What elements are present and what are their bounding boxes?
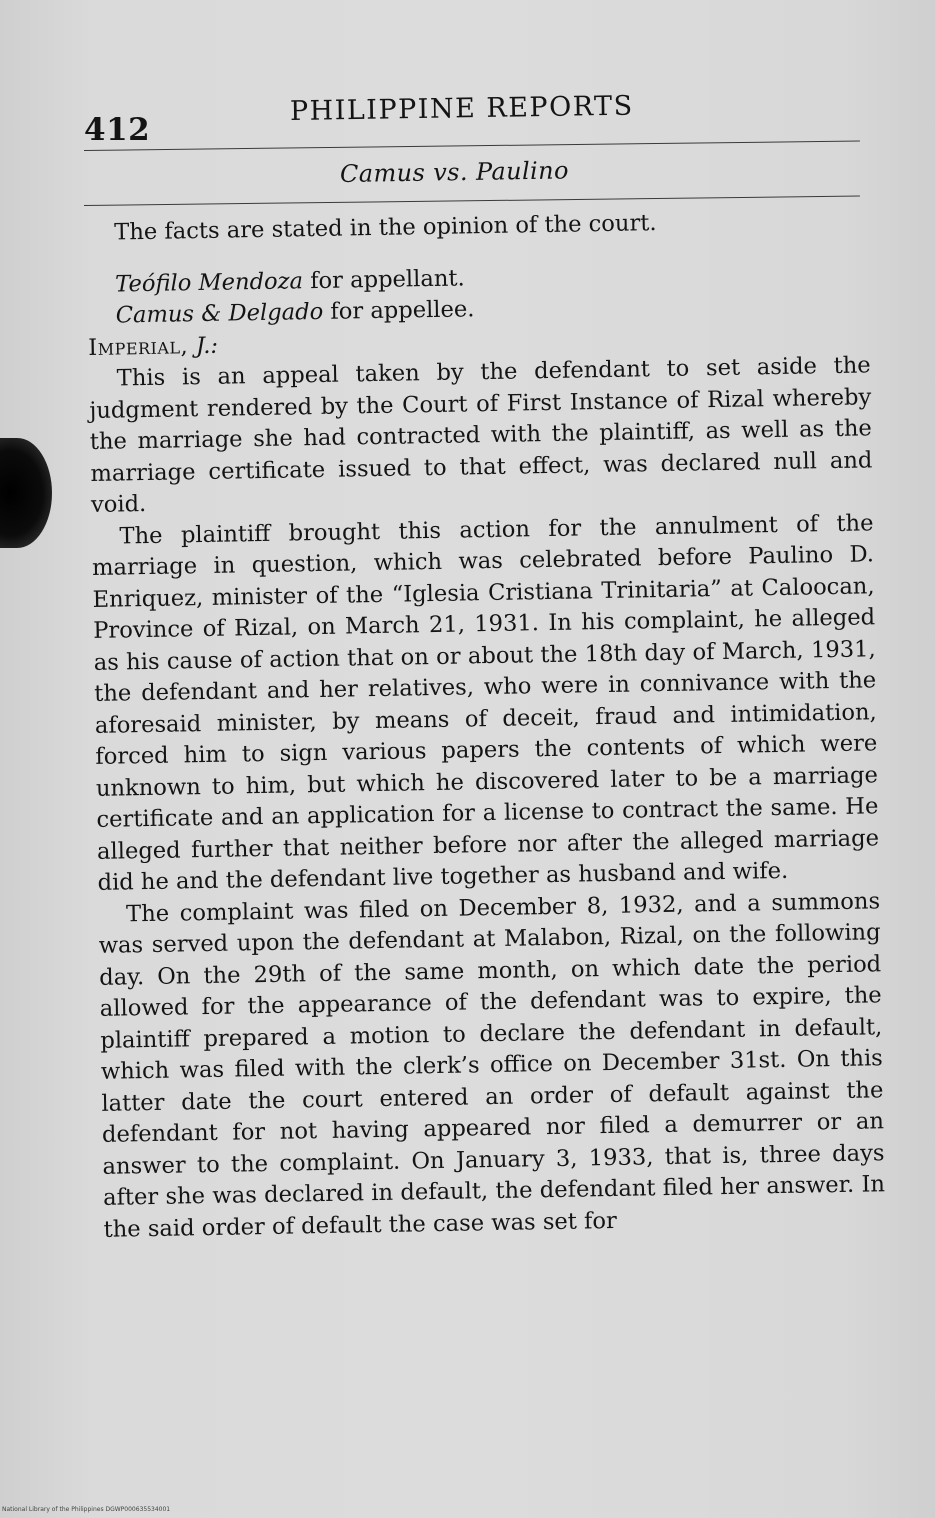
- running-head: PHILIPPINE REPORTS: [289, 90, 634, 127]
- author-name: Imperial,: [88, 332, 189, 361]
- page-number: 412: [84, 112, 151, 148]
- header-rule-top: [84, 141, 860, 151]
- opinion-paragraph: This is an appeal taken by the defendant to set aside the judgment rendered by the Court of First Instance of Rizal whereby the marriage she had contracted with the plaintiff, as well as the marriage certificate issued to that effect, was declared null and void.: [89, 352, 873, 518]
- document-body: [86, 204, 886, 1245]
- counsel-name: Teófilo Mendoza: [114, 267, 304, 297]
- scanner-thumb-shadow: [0, 438, 52, 548]
- opinion-paragraph: The complaint was filed on December 8, 1932, and a summons was served upon the defendant at Malabon, Rizal, on the following day. On the 29th of the same month, on which date the period allowed for the appearance of the defendant was to expire, the plaintiff prepared a motion to declare the defendant in default, which was filed with the clerk’s office on December 31st. On this latter date the court entered an order of default against the defendant for not having appeared nor filed a demurrer or an answer to the complaint. On January 3, 1933, that is, three days after she was declared in default, the defendant filed her answer. In the said order of default the case was set for: [98, 887, 886, 1243]
- counsel-role: for appellee.: [330, 296, 475, 325]
- author-suffix: J.:: [195, 332, 219, 359]
- opinion-paragraph: The plaintiff brought this action for the annulment of the marriage in question, which was celebrated before Paulino D. Enriquez, minister of the “Iglesia Cristiana Trinitaria” at Caloocan, Province of Rizal, on March 21, 1931. In his complaint, he alleged as his cause of action that on or about the 18th day of March, 1931, the defendant and her relatives, who were in connivance with the aforesaid minister, by means of deceit, fraud and intimidation, forced him to sign various papers the contents of which were unknown to him, but which he discovered later to be a marriage certificate and an application for a license to contract the same. He alleged further that neither before nor after the alleged marriage did he and the defendant live together as husband and wife.: [91, 509, 880, 896]
- header-rule-bottom: [84, 196, 860, 206]
- scan-watermark: National Library of the Philippines DGWP000635534001: [2, 1506, 171, 1513]
- facts-statement: The facts are stated in the opinion of the court.: [114, 210, 657, 246]
- counsel-name: Camus & Delgado: [115, 298, 324, 329]
- case-title: Camus vs. Paulino: [339, 156, 570, 188]
- counsel-role: for appellant.: [309, 264, 465, 294]
